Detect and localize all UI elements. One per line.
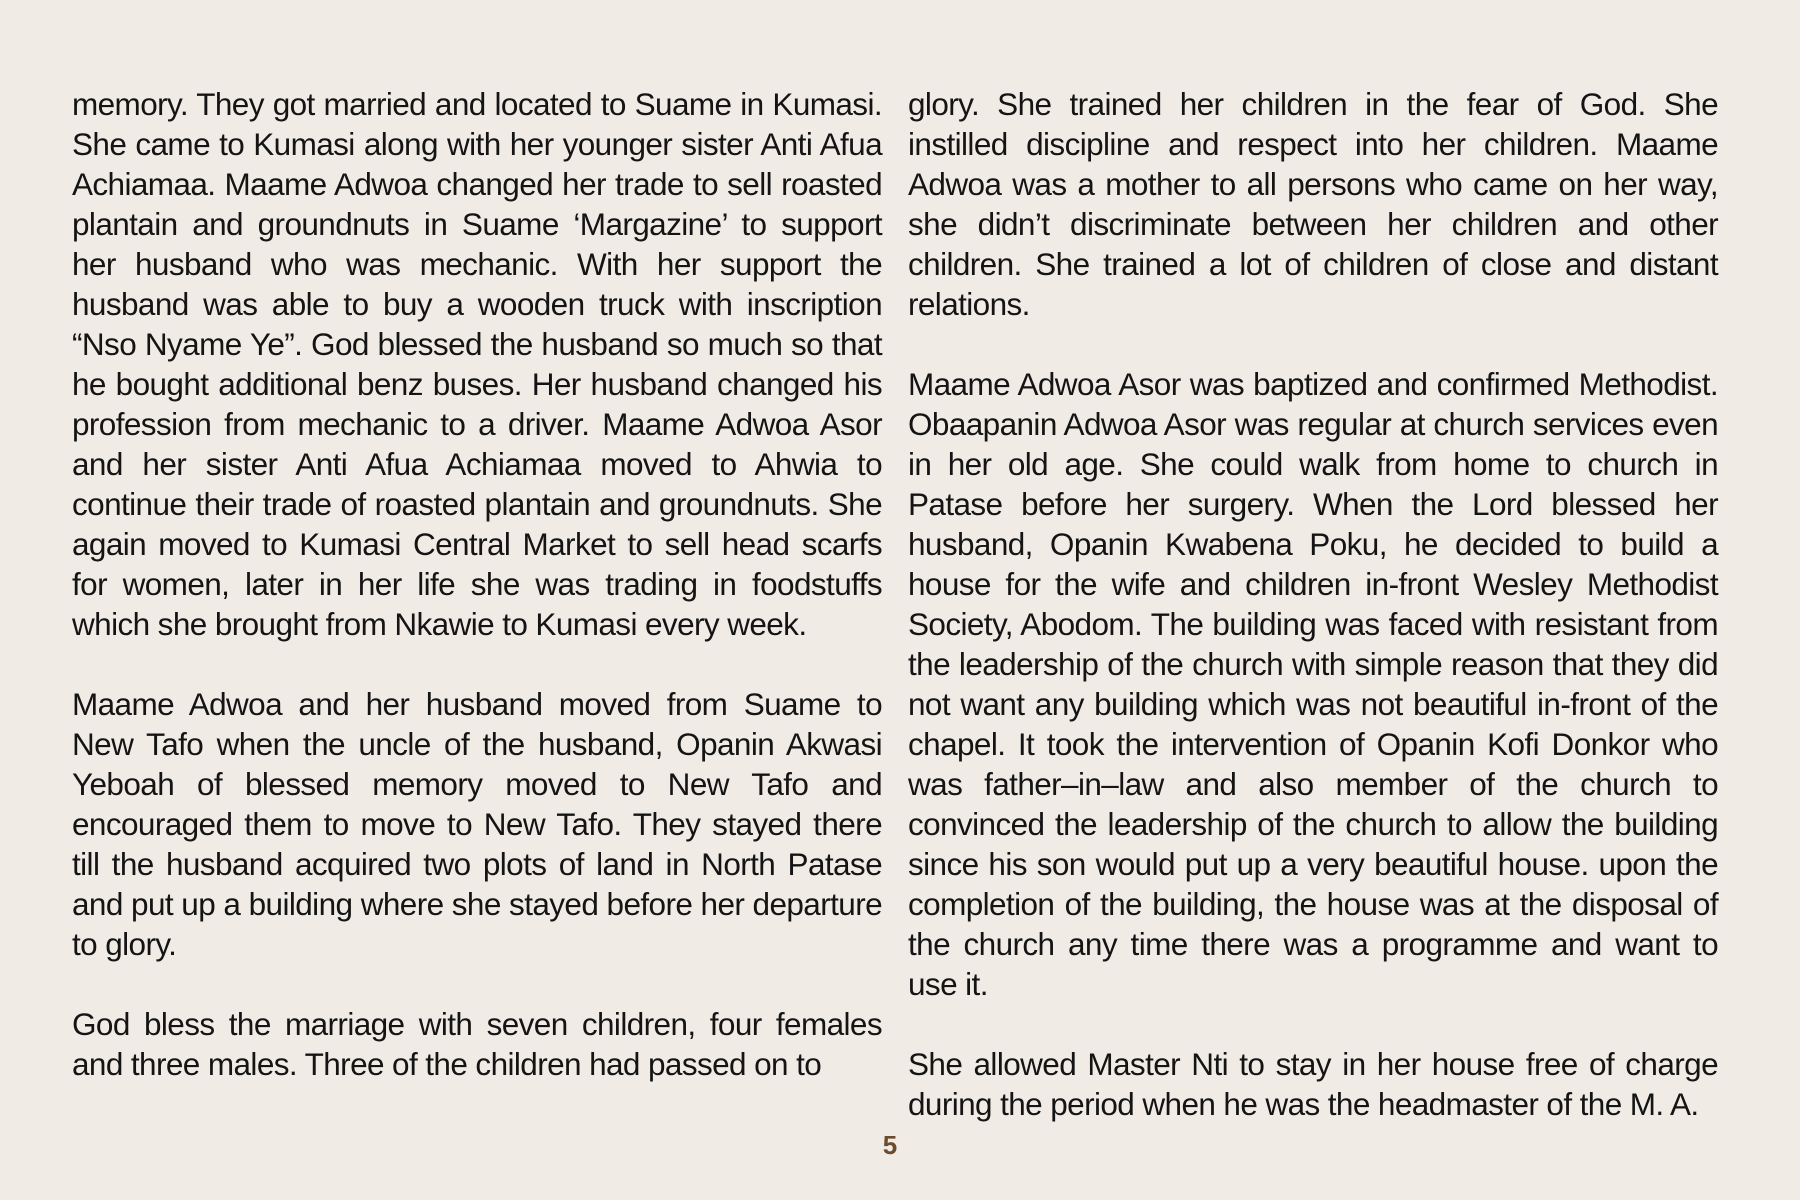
right-text-column bbox=[908, 84, 1718, 1124]
paragraph-children: God bless the marriage with seven children, four females and three males. Three of the children had passed on to bbox=[72, 1006, 882, 1082]
paragraph-move-to-new-tafo: Maame Adwoa and her husband moved from Suame to New Tafo when the uncle of the husband, Opanin Akwasi Yeboah of blessed memory moved to New Tafo and encouraged them to move to New Tafo. They stayed there till the husband acquired two plots of land in North Patase and put up a building where she stayed before her departure to glory. bbox=[72, 686, 882, 962]
left-text-column bbox=[72, 84, 882, 1084]
paragraph-master-nti: She allowed Master Nti to stay in her house free of charge during the period when he was the headmaster of the M. A. bbox=[908, 1046, 1718, 1122]
paragraph-marriage-and-trade: memory. They got married and located to Suame in Kumasi. She came to Kumasi along with her younger sister Anti Afua Achiamaa. Maame Adwoa changed her trade to sell roasted plantain and groundnuts in Suame ‘Margazine’ to support her husband who was mechanic. With her support the husband was able to buy a wooden truck with inscription “Nso Nyame Ye”. God blessed the husband so much so that he bought additional benz buses. Her husband changed his profession from mechanic to a driver. Maame Adwoa Asor and her sister Anti Afua Achiamaa moved to Ahwia to continue their trade of roasted plantain and groundnuts. She again moved to Kumasi Central Market to sell head scarfs for women, later in her life she was trading in foodstuffs which she brought from Nkawie to Kumasi every week. bbox=[72, 86, 882, 642]
paragraph-raising-children: glory. She trained her children in the fear of God. She instilled discipline and respect into her children. Maame Adwoa was a mother to all persons who came on her way, she didn’t discriminate between her children and other children. She trained a lot of children of close and distant relations. bbox=[908, 86, 1718, 322]
paragraph-methodist-church: Maame Adwoa Asor was baptized and confirmed Methodist. Obaapanin Adwoa Asor was regular at church services even in her old age. She could walk from home to church in Patase before her surgery. When the Lord blessed her husband, Opanin Kwabena Poku, he decided to build a house for the wife and children in-front Wesley Methodist Society, Abodom. The building was faced with resistant from the leadership of the church with simple reason that they did not want any building which was not beautiful in-front of the chapel. It took the intervention of Opanin Kofi Donkor who was father–in–law and also member of the church to convinced the leadership of the church to allow the building since his son would put up a very beautiful house. upon the completion of the building, the house was at the disposal of the church any time there was a programme and want to use it. bbox=[908, 366, 1718, 1002]
page-number: 5 bbox=[882, 1130, 898, 1160]
